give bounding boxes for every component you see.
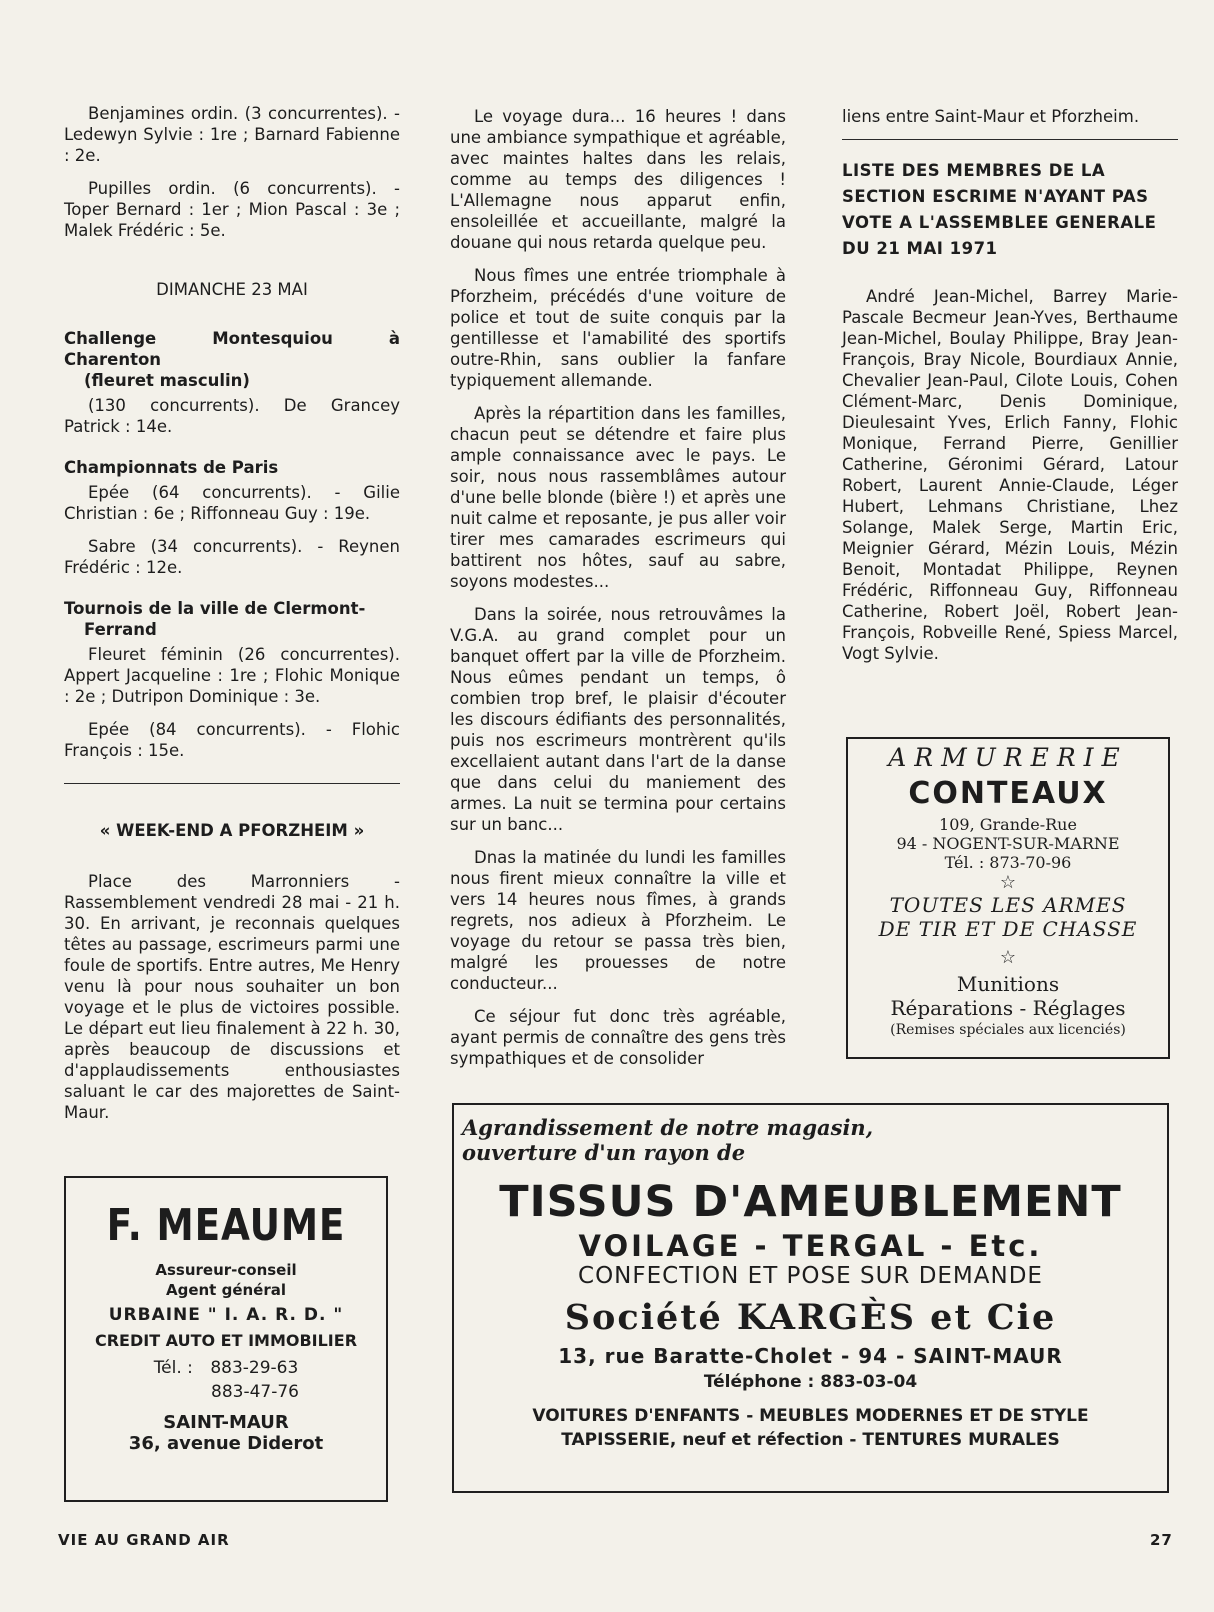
ad-karges-sub: VOILAGE - TERGAL - Etc. xyxy=(578,1229,1043,1263)
ad-arm-city: 94 - NOGENT-SUR-MARNE xyxy=(896,834,1120,853)
page-number: 27 xyxy=(1150,1531,1173,1549)
result-pupilles: Pupilles ordin. (6 concurrents). - Toper Bernard : 1er ; Mion Pascal : 3e ; Malek Frédéric : 5e. xyxy=(64,179,400,240)
ad-karges-footer-1: VOITURES D'ENFANTS - MEUBLES MODERNES ET DE STYLE xyxy=(532,1406,1089,1426)
ad-karges xyxy=(452,1103,1169,1493)
ad-arm-note: (Remises spéciales aux licenciés) xyxy=(890,1022,1126,1038)
members-list-heading: LISTE DES MEMBRES DE LA SECTION ESCRIME N'AYANT PAS VOTE A L'ASSEMBLEE GENERALE DU 21 MAI 1971 xyxy=(842,161,1157,258)
article-paragraph: Après la répartition dans les familles, chacun peut se détendre et faire plus ample connaissance avec le pays. Le soir, nous nous rassemblâmes autour d'une belle blonde (bière !) et après une nuit calme et reposante, je pus aller voir tirer mes camarades escrimeurs qui battirent nos hôtes, sauf au sabre, soyons modestes... xyxy=(450,404,786,591)
ad-meaume-company: URBAINE " I. A. R. D. " xyxy=(108,1305,344,1325)
ad-karges-address: 13, rue Baratte-Cholet - 94 - SAINT-MAUR xyxy=(558,1344,1063,1368)
article-paragraph: Dans la soirée, nous retrouvâmes la V.G.A. au grand complet pour un banquet offert par la ville de Pforzheim. Nous eûmes pendant un temps, ô combien trop bref, le plaisir d'écouter les discours édifiants des personnalités, puis nos escrimeurs montrèrent qu'ils excellaient autant dans l'art de la danse que dans celui du maniement des armes. La nuit se termina pour certains sur un banc... xyxy=(450,605,786,834)
publication-name: VIE AU GRAND AIR xyxy=(58,1531,230,1549)
ad-meaume-address: 36, avenue Diderot xyxy=(128,1433,324,1454)
ad-meaume-credit: CREDIT AUTO ET IMMOBILIER xyxy=(94,1331,358,1350)
championnats-epee: Epée (64 concurrents). - Gilie Christian : 6e ; Riffonneau Guy : 19e. xyxy=(64,483,400,523)
ad-karges-intro-2: ouverture d'un rayon de xyxy=(462,1140,746,1165)
ad-arm-tel: Tél. : 873-70-96 xyxy=(944,853,1072,872)
ad-arm-address: 109, Grande-Rue xyxy=(939,815,1077,834)
tournoi-fleuret: Fleuret féminin (26 concurrentes). Appert Jacqueline : 1re ; Flohic Monique : 2e ; Dutripon Dominique : 3e. xyxy=(64,645,400,706)
ad-arm-services-2: Réparations - Réglages xyxy=(890,996,1126,1020)
ad-meaume-role-2: Agent général xyxy=(165,1281,286,1299)
ad-karges-footer-2: TAPISSERIE, neuf et réfection - TENTURES MURALES xyxy=(561,1430,1060,1450)
ad-meaume-name: F. MEAUME xyxy=(106,1200,346,1251)
ad-karges-intro-1: Agrandissement de notre magasin, xyxy=(462,1115,874,1140)
divider xyxy=(64,783,400,784)
challenge-text: (130 concurrents). De Grancey Patrick : 14e. xyxy=(64,396,400,436)
divider xyxy=(842,139,1178,140)
ad-arm-title: ARMURERIE xyxy=(888,743,1128,772)
ad-arm-name: CONTEAUX xyxy=(908,776,1108,811)
championnats-heading: Championnats de Paris xyxy=(64,458,279,477)
members-list: André Jean-Michel, Barrey Marie-Pascale Becmeur Jean-Yves, Berthaume Jean-Michel, Boulay Philippe, Bray Jean-François, Bray Nicole, Bourdiaux Annie, Chevalier Jean-Paul, Cilote Louis, Cohen Clément-Marc, Denis Dominique, Dieulesaint Yves, Erlich Fanny, Flohic Monique, Ferrand Pierre, Genillier Catherine, Géronimi Gérard, Latour Robert, Laurent Annie-Claude, Léger Hubert, Lehmans Christiane, Lhez Solange, Malek Serge, Martin Eric, Meignier Gérard, Mézin Louis, Mézin Benoit, Montadat Philippe, Reynen Frédéric, Riffonneau Guy, Riffonneau Catherine, Robert Joël, Robert Jean-François, Robveille René, Spiess Marcel, Vogt Sylvie. xyxy=(842,287,1178,663)
ad-karges-phone: Téléphone : 883-03-04 xyxy=(703,1372,918,1392)
championnats-sabre: Sabre (34 concurrents). - Reynen Frédéric : 12e. xyxy=(64,537,400,577)
star-icon: ☆ xyxy=(999,872,1017,893)
challenge-heading: Challenge Montesquiou à Charenton (fleuret masculin) xyxy=(64,329,400,390)
column-left xyxy=(64,103,400,1135)
article-paragraph: Nous fîmes une entrée triomphale à Pforzheim, précédés d'une voiture de police et tout de suite conquis par la gentillesse et l'amabilité des sportifs outre-Rhin, sans oublier la fanfare typiquement allemande. xyxy=(450,266,786,390)
column-middle xyxy=(450,106,786,1081)
ad-karges-service: CONFECTION ET POSE SUR DEMANDE xyxy=(578,1263,1043,1289)
ad-meaume-tel-2: 883-47-76 xyxy=(211,1382,299,1402)
article-ending: liens entre Saint-Maur et Pforzheim. xyxy=(842,107,1140,126)
ad-meaume xyxy=(64,1176,388,1502)
article-paragraph: Le voyage dura... 16 heures ! dans une ambiance sympathique et agréable, avec maintes haltes dans les relais, comme au temps des diligences ! L'Allemagne nous apparut enfin, ensoleillée et accueillante, malgré la douane qui nous retarda quelque peu. xyxy=(450,107,786,252)
tournoi-heading: Tournois de la ville de Clermont- Ferrand xyxy=(64,599,366,639)
star-icon: ☆ xyxy=(999,947,1017,968)
ad-karges-headline: TISSUS D'AMEUBLEMENT xyxy=(499,1177,1122,1227)
tournoi-epee: Epée (84 concurrents). - Flohic François : 15e. xyxy=(64,720,400,760)
ad-arm-slogan-2: DE TIR ET DE CHASSE xyxy=(878,917,1138,941)
weekend-heading: « WEEK-END A PFORZHEIM » xyxy=(99,821,365,840)
ad-armurerie-conteaux xyxy=(846,737,1170,1059)
ad-arm-services-1: Munitions xyxy=(956,972,1060,996)
ad-meaume-city: SAINT-MAUR xyxy=(163,1412,289,1433)
article-paragraph: Ce séjour fut donc très agréable, ayant permis de connaître des gens très sympathiques et de consolider xyxy=(450,1007,786,1068)
ad-meaume-tel-line: Tél. : 883-29-63 xyxy=(153,1358,299,1378)
ad-meaume-role-1: Assureur-conseil xyxy=(155,1261,297,1279)
article-paragraph: Dnas la matinée du lundi les familles nous firent mieux connaître la ville et vers 14 heures nous fîmes, à grands regrets, nos adieux à Pforzheim. Le voyage du retour se passa très bien, malgré les prouesses de notre conducteur... xyxy=(450,848,786,993)
date-heading: DIMANCHE 23 MAI xyxy=(156,280,308,299)
ad-karges-company: Société KARGÈS et Cie xyxy=(564,1297,1057,1338)
weekend-text: Place des Marronniers - Rassemblement vendredi 28 mai - 21 h. 30. En arrivant, je reconnais quelques têtes au passage, escrimeurs parmi une foule de sportifs. Entre autres, Me Henry venu là pour nous souhaiter un bon voyage et le plus de victoires possible. Le départ eut lieu finalement à 22 h. 30, après beaucoup de discussions et d'applaudissements enthousiastes saluant le car des majorettes de Saint-Maur. xyxy=(64,872,400,1122)
result-benjamines: Benjamines ordin. (3 concurrentes). - Ledewyn Sylvie : 1re ; Barnard Fabienne : 2e. xyxy=(64,104,400,165)
column-right xyxy=(842,106,1178,676)
ad-arm-slogan-1: TOUTES LES ARMES xyxy=(889,893,1127,917)
